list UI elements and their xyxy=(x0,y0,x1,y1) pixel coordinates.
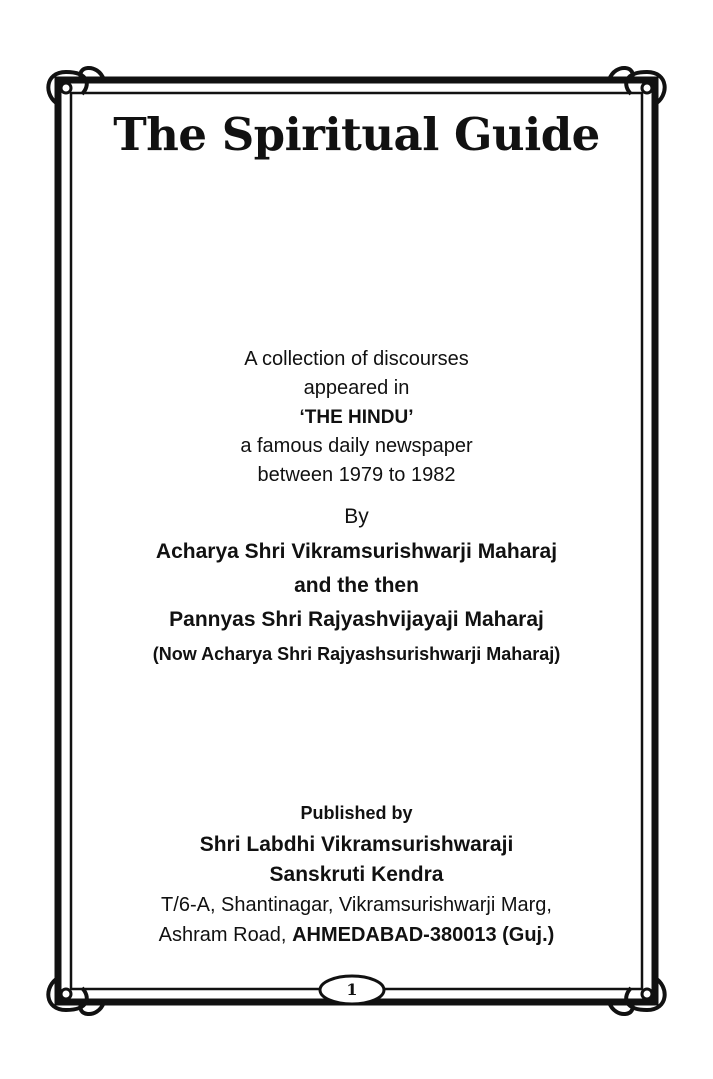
publisher-address-line-1: T/6-A, Shantinagar, Vikramsurishwarji Marg, xyxy=(161,894,552,916)
author-2: Pannyas Shri Rajyashvijayaji Maharaj xyxy=(169,608,544,631)
intro-line-5: between 1979 to 1982 xyxy=(257,464,456,486)
publisher-block xyxy=(60,796,653,950)
publisher-name-line-1: Shri Labdhi Vikramsurishwaraji xyxy=(199,833,514,856)
author-1: Acharya Shri Vikramsurishwarji Maharaj xyxy=(155,540,558,563)
intro-line-1: A collection of discourses xyxy=(244,348,469,370)
authors-block xyxy=(60,535,653,671)
page-number: 1 xyxy=(346,980,358,999)
intro-line-4: a famous daily newspaper xyxy=(240,435,473,457)
address-city: AHMEDABAD-380013 (Guj.) xyxy=(292,924,555,946)
book-title: The Spiritual Guide xyxy=(113,108,600,161)
intro-block xyxy=(60,345,653,490)
author-connector: and the then xyxy=(294,574,419,597)
author-2-note: (Now Acharya Shri Rajyashsurishwarji Maharaj) xyxy=(152,644,561,664)
intro-line-2: appeared in xyxy=(303,377,410,399)
newspaper-name: ‘THE HINDU’ xyxy=(299,407,414,428)
by-label: By xyxy=(344,505,369,528)
published-by-label: Published by xyxy=(300,803,413,823)
address-prefix: Ashram Road, xyxy=(158,924,287,946)
publisher-name-line-2: Sanskruti Kendra xyxy=(269,863,444,886)
publisher-address-line-2 xyxy=(60,920,653,950)
